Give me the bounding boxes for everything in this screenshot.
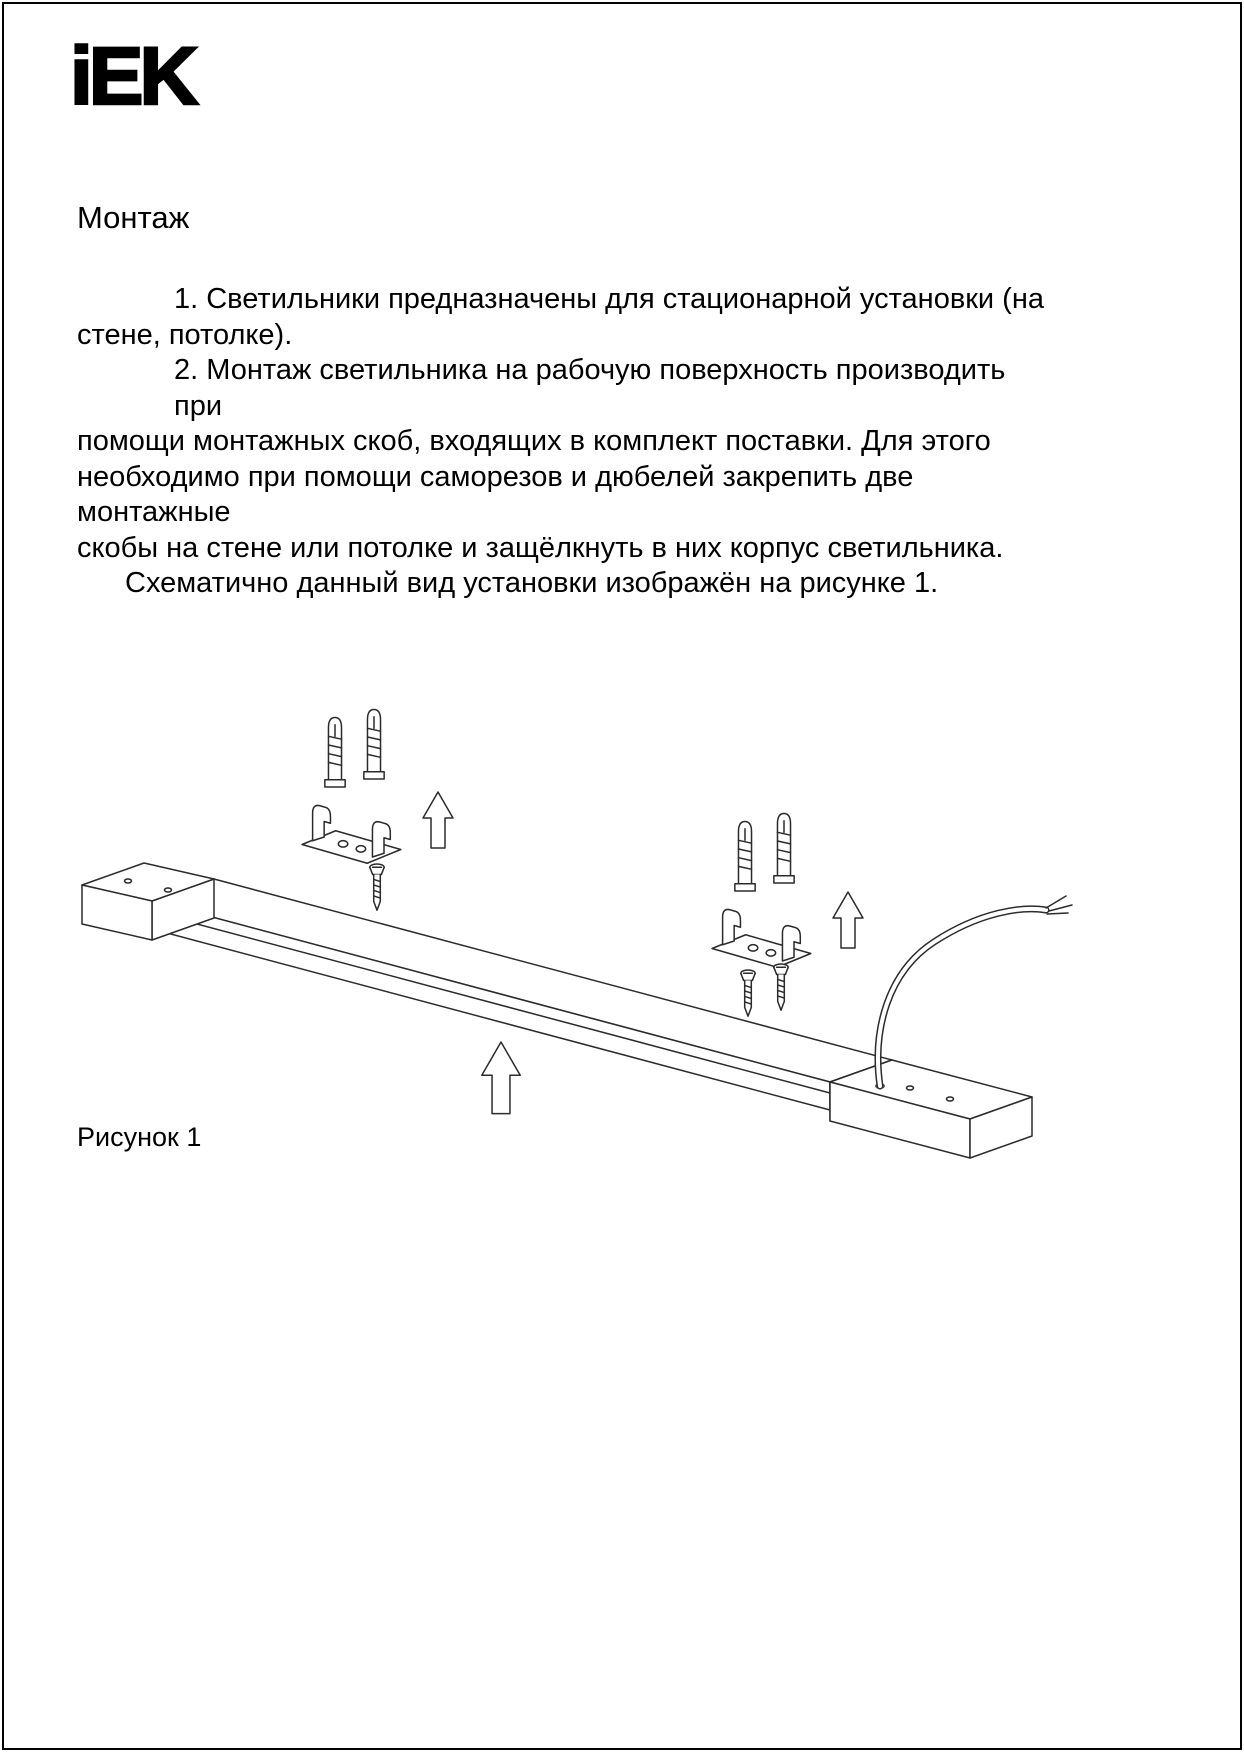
direction-arrow-icon — [423, 792, 453, 848]
text-line: необходимо при помощи саморезов и дюбелей закрепить две монтажные — [77, 460, 914, 528]
text-line: помощи монтажных скоб, входящих в комплект поставки. Для этого — [77, 425, 991, 457]
figure-caption: Рисунок 1 — [77, 1122, 202, 1152]
text-line: скобы на стене или потолке и защёлкнуть в них корпус светильника. — [77, 531, 1004, 564]
mounting-bracket-icon — [712, 909, 811, 967]
brand-logo: iEK — [70, 31, 195, 122]
mounting-assembly-right — [712, 813, 863, 1016]
stripped-wires — [1046, 896, 1072, 914]
screw-icon — [774, 964, 788, 1010]
luminaire-end-cap-right — [830, 1060, 1032, 1158]
instruction-paragraph-1 — [77, 282, 1057, 353]
direction-arrow-icon — [833, 892, 863, 948]
mounting-bracket-icon — [302, 805, 401, 863]
text-line: 2. Монтаж светильника на рабочую поверхность производить при — [174, 354, 1006, 422]
wall-dowel-icon — [364, 709, 384, 779]
direction-arrow-icon-large — [482, 1042, 520, 1114]
instruction-paragraph-3 — [77, 566, 1057, 602]
text-line: стене, потолке). — [77, 318, 293, 351]
wall-dowel-icon — [735, 821, 755, 891]
figure-1 — [0, 700, 1244, 1180]
screw-icon — [741, 970, 755, 1016]
wall-dowel-icon — [325, 717, 345, 787]
instructions-text — [77, 282, 1057, 602]
text-line: Схематично данный вид установки изображён на рисунке 1. — [125, 567, 939, 599]
mounting-assembly-left — [302, 709, 453, 910]
section-heading: Монтаж — [77, 200, 190, 235]
wall-dowel-icon — [774, 813, 794, 883]
instruction-paragraph-2 — [77, 353, 1057, 566]
text-line: 1. Светильники предназначены для стационарной установки (на — [174, 283, 1044, 315]
screw-icon — [370, 864, 384, 910]
figure-1-drawing — [0, 700, 1244, 1180]
power-cable — [875, 896, 1072, 1089]
